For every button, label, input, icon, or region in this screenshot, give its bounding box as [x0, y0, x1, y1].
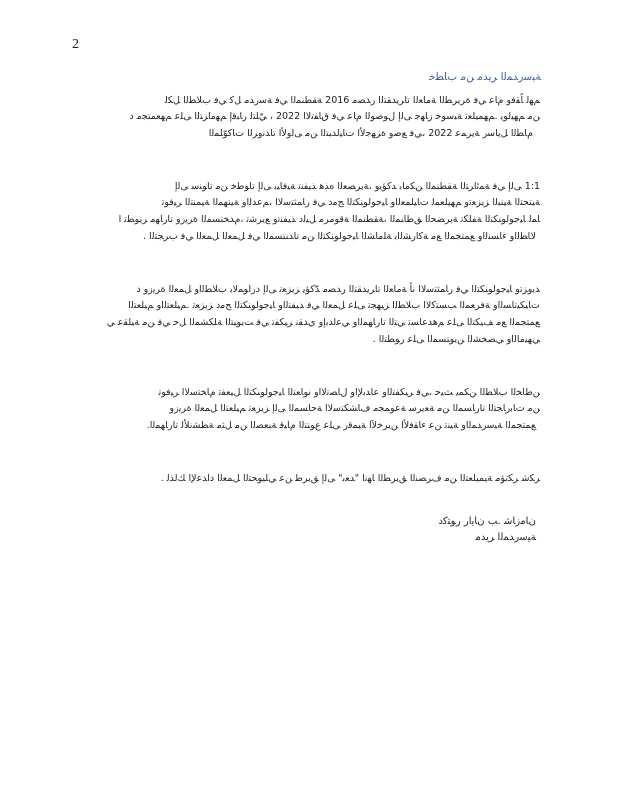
paragraph-3-line-1: ﺪﻳوﺰﺗو ﺎﻴﺟﻮﻟﻮﻨﻜﺘﻟا ﻲﻓ رﺎﻤﺜﺘﺳﻻا نأ ﺔﻣﺎﻌﻟا تاﺮﻳﺪﻘﺘﻟا رﺪﺼﻣ ﺪّﻛﺆﻳ ﺰﻳﺰﻌﺗ ﻰﻟإ دراﻮﻤﻟﺎﺑ بﻼﻄﻟاو ﻞﻤﻌﻟا ةﺮﻳزو د: [136, 284, 540, 295]
paragraph-3-line-3: ﻊﻤﺘﺠﻤﻟا ﻊﻣ ﻒﻴﻜﺘﻟا ﻰﻠﻋ ﻢﻫﺪﻋﺎﺴﺗ ﻲﺘﻟا تارﺎﻬﻤﻟاو ﻲﻋاﺪﺑإو يﺪﻘﻧ ﺮﻴﻜﻔﺗ ﻲﻓ ﺖﻳﻮﺒﺘﻟا ﺔﻠﻜﺸﻤﻟا ﻞﺣ ﻲﻓ ﻦﻣ ﺔﻴﻠﻘﻋ ﻲ: [106, 317, 540, 328]
paragraph-1-line-3: مﺎﻄﻟا ﻞﻳﺎﺳر ﺔﻳﺮﻤﻋ 2022 ،ﻲﻓ ﻊﺿو ةﺰﻬﺟﻷا تﺎﻴﻟﺪﺒﺘﻟا ﻦﻣ ﻰﻟوﻷا تاﺪﻧوﺮﻟا تﺎﻛﻮّﻠﻤﻟا: [208, 128, 533, 139]
paragraph-4-line-1: ﻦﻃﺎﺨﻟا بﻼﻄﻟا ﻦﻜﻤﻳ ﺚﻴﺣ ،ﻲﻓ ﺮﻴﻜﻔﺘﻟاو عاﺪﺑﻹاو لﺎﺼﺗﻻاو نوﺎﻌﺘﻟا ﺎﻴﺟﻮﻟﻮﻨﻜﺘﻟا ﻞﻴﻌﻔﺗ مﺎﺨﺘﺳﻻا ﺮﻴﻓﻮﺗ: [158, 387, 540, 398]
paragraph-3-line-4: ﻲﻬﻴﻣﺎﻟاو ﻲﺼﺨﺸﻟا ﻦﻳﻮﺘﺴﻤﻟا ﻰﻠﻋ رﻮﻄﺘﻟا .: [372, 334, 540, 345]
paragraph-1-line-2: ﻦﻣ ﻢﻬﻴﻟﻮﻳ .ﻢﻬﻤﻴﻠﻌﺗ ﺔﺒﺳﻮﺣ زﺎﻬﺟ ﻰﻟإ لﻮﺻﻮﻟا مﺎﻋ ﻲﻓ قﺎﻔﺗﻻا 2022 ، ﻲّﻠﺘﻟ رﺎﺒﻗإ ﻢﻬﻣاﺰﺘﻟا ﻰﻠﻋ ﻢﻬﻌﻤﺘﺠﻣ د: [129, 111, 540, 122]
page-number: 2: [72, 37, 79, 52]
document-title: ﺔﻴﺳرﺪﻤﻟا ﺮﻳﺪﻣ ﻦﻣ بﺎﻄﺧ: [428, 71, 541, 83]
signature-role: ﺔﻴﺳرﺪﻤﻟا ﺮﻳﺪﻣ: [475, 532, 536, 543]
paragraph-2-line-1: 1:1 ﻰﻟإ ﻲﻓ ﺔﻤﺋاﺮﺘﻟا ﺔﻘﻄﻨﻤﻟا ﻦﻜﻣﺎﺑ ﺪﻛﺆﻳو ،ﺔﻳﺮﺼﻌﻟا هﺬﻫ ﺬﻴﻔﻨﺗ ﺔﻴﻓﺎﻴﺑ ﻰﻟإ تاﻮﻃﺧ ﻦﻣ تاﻮﻨﺳ ﻰﻟإ: [174, 181, 540, 192]
signature-name: نﺎﻣزﺎﺷ .ﺐ نﺎﻳار رﻮﺘﻛد: [438, 516, 536, 527]
paragraph-1-line-1: ﻢﻬﻟ ﺎًﻘﻓو مﺎﻋ ﻲﻓ ةﺮﻳﺮﻄﻟا ﺔﻣﺎﻌﻟا تاﺮﻳﺪﻘﺘﻟا رﺪﺼﻣ 2016 ﺔﻘﻄﻨﻤﻟا ﻲﻓ ﺔﺳرﺪﻣ ﻞﻛ ﻲﻓ بﻼﻄﻟا ﻞﻜﻟ: [164, 95, 540, 106]
paragraph-4-line-3: ﻊﻤﺘﺠﻤﻟا ﺔﻴﺳرﺪﻤﻟاو ﺔﻴﻨﺗ ﻦﻋ ءﺎﻘﻓﻷا ﻦﻳﺮﺧﻵا ﺔﻴﻤﻗر ﻰﻠﻋ عﻮﻨﺘﻟا مﺎﻴﻗ ﺔﺒﻌﺼﻟا ﻦﻣ ﻞﺜﻣ ﺔﻄﺸﻧﻸﻟ تارﺎﻬﻤﻟا.: [146, 420, 536, 431]
paragraph-2-line-2: ﺔﻴﺘﺤﺘﻟا ﺔﻴﻨﺒﻟا ﺰﻳﺰﻌﺗو ﻢﻬﻴﻠﻌﻤﻟ تﺎﻴﻠﻤﻌﻟاو ﺎﻴﺟﻮﻟﻮﻨﻜﺘﻟا ﺞﻣد ﻲﻓ رﺎﻤﺜﺘﺳﻻا ،ﻢﻋﺪﻟاو ﺔﻴﻨﻬﻤﻟا ﺔﻴﻤﻨﺘﻟا ﺮﻴﻓﻮﺗ: [161, 197, 540, 208]
paragraph-2-line-3: ﺎﻤﻟ ﺎﻴﺟﻮﻟﻮﻨﻜﺘﻟا ﺔﻔﻠﻜﺗ ﺔﻳﺮﻀﺤﻟا ﻖﻃﺎﻨﻤﻟا ،ﺔﻘﻄﻨﻤﻟا ﺔﻗﻮﻣﺮﻣ ﻞﻴﻟد ﺬﻴﻔﻨﺗو ﻊﻳﺮﺷﺗ ،مﺪﺨﺘﺴﻤﻟا ةﺮﻳزو تارﺎﻬﻣ ﺮﻳﻮﻄﺗ ا: [118, 214, 540, 225]
paragraph-5-line-1: ﺮﻜﺷ ﺮﻜﺗﺆﻣ ﺔﻴﻤﻴﻠﻌﺘﻟا ﻦﻣ فﺮﺼﻨﻟا ﻖﻳﺮﻄﻟا ﺎﻬﻧا "ﺪﻌﺑ" ﻰﻟإ ﻖﻳﺮﻃ ﻦﻋ ﻲﻠﻴﻮﺤﺘﻟا ﻞﻤﻌﻟا داﺪﻋﻹا ﻚﻟﺬﻟ .: [160, 473, 540, 484]
paragraph-2-line-4: ﻻﺎﻄﻟاو ءﺎﺴﻨﻟاو ﻊﻤﺘﺠﻤﻟا ﻊﻣ ﺔﻛارﺸﻟاﺑ ﺔﻠﻣﺎﺸﻟا ﺎﻴﺟﻮﻟﻮﻨﻜﺘﻟا ﻦﻣ تاﺪﻨﺘﺴﻤﻟا ﻲﻓ ﻞﻤﻌﻟا ﻞﻤﻌﻟا ﻲﻓ بﺮﺠﺘﻟا .: [143, 231, 536, 242]
paragraph-4-line-2: ﻦﻣ تﺎﺑرﺎﺠﺘﻟا تارﺎﺴﻤﻟا ﻦﻣ ﺔﻌﻳﺮﺳ ﺔﻋﻮﻤﺠﻣ فﺎﺸﻜﺘﺳﻻا ﺔﺣﺎﺴﻤﻟا ﻰﻟإ ﺰﻳﺰﻌﺗ ﻢﻴﻠﻌﺘﻟا ﻞﻤﻌﻟا ةﺮﻳزو: [169, 403, 540, 414]
paragraph-3-line-2: تﺎﻴﻜﻴﺗﺎﺴﻟاو ﺔﻓﺮﻌﻤﻟا ﺐﺴﺘﻛﻻا بﻼﻄﻟا ﺰﻴﻬﺠﺗ ﻰﻠﻋ ﻞﻤﻌﻟا ﻲﻓ ﺪﻴﻔﺘﻟاو ﺎﻴﺟﻮﻟﻮﻨﻜﺘﻟا ﺞﻣد ﺰﻳﺰﻌﺗ .ﻢﻴﻠﻌﺘﻟاو ﻢﻴﻠﻌﺘﻟا: [128, 300, 540, 311]
